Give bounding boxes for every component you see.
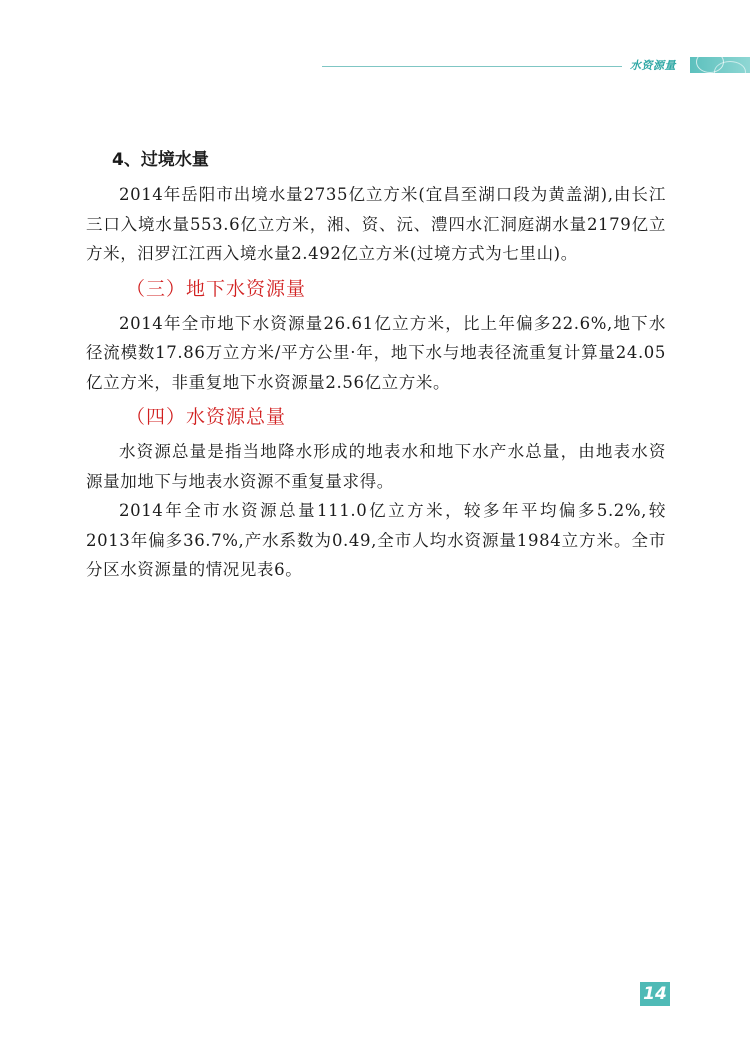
- header-rule: [322, 66, 622, 67]
- page-number: 14: [640, 982, 670, 1006]
- wave-decoration-icon: [714, 61, 746, 83]
- page-body: [86, 146, 666, 585]
- paragraph-transit: 2014年岳阳市出境水量2735亿立方米(宜昌至湖口段为黄盖湖),由长江三口入境水量553.6亿立方米，湘、资、沅、澧四水汇洞庭湖水量2179亿立方米，汨罗江江西入境水量2.492亿立方米(过境方式为七里山)。: [86, 185, 666, 263]
- paragraph-total-2014: 2014年全市水资源总量111.0亿立方米，较多年平均偏多5.2%,较2013年偏多36.7%,产水系数为0.49,全市人均水资源量1984立方米。全市分区水资源量的情况见表6。: [86, 501, 666, 579]
- header-decoration: [690, 57, 750, 73]
- section-heading-groundwater: （三）地下水资源量: [126, 277, 307, 300]
- paragraph-total-definition: 水资源总量是指当地降水形成的地表水和地下水产水总量，由地表水资源量加地下与地表水资源不重复量求得。: [86, 442, 666, 491]
- section-heading-transit: 4、过境水量: [112, 150, 209, 170]
- header-title: 水资源量: [630, 59, 676, 72]
- paragraph-groundwater: 2014年全市地下水资源量26.61亿立方米，比上年偏多22.6%,地下水径流模数17.86万立方米/平方公里·年，地下水与地表径流重复计算量24.05亿立方米，非重复地下水资源量2.56亿立方米。: [86, 313, 666, 392]
- section-heading-total: （四）水资源总量: [126, 406, 287, 428]
